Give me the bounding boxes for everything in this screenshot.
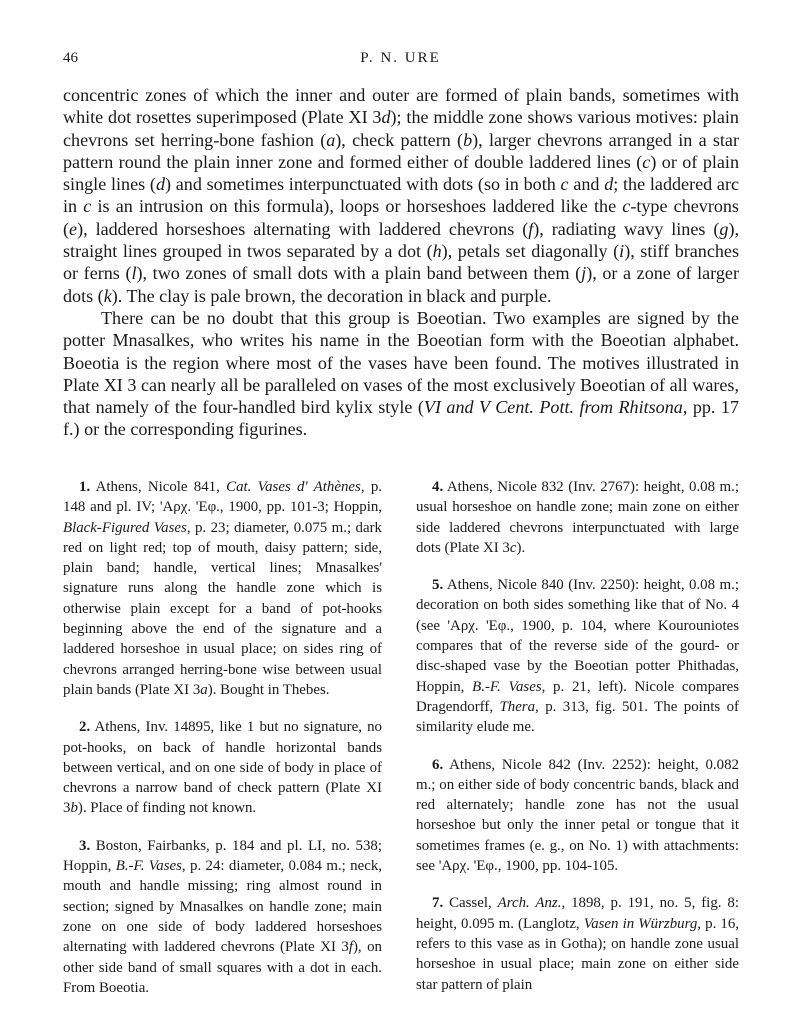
entry-number: 6. — [432, 756, 444, 773]
catalogue-entry — [63, 717, 382, 818]
italic-text: Vasen in Würzburg — [583, 915, 698, 932]
catalogue-entry — [416, 755, 739, 877]
italic-text: B.-F. Vases — [115, 858, 182, 875]
text-run: Athens, Nicole 841, — [90, 479, 227, 495]
entry-number: 3. — [79, 837, 91, 854]
text-run: ), check pattern ( — [335, 129, 464, 150]
text-run: ), stiff branches or ferns ( — [63, 241, 739, 284]
italic-text: Arch. Anz. — [497, 895, 562, 912]
italic-text: c — [642, 151, 651, 172]
italic-text: f — [528, 218, 534, 239]
running-head: P. N. URE — [360, 50, 441, 66]
italic-text: d — [381, 107, 391, 128]
italic-text: Cat. Vases d' Athènes — [226, 479, 361, 495]
catalogue-column-right — [416, 477, 739, 1012]
catalogue-entry — [63, 836, 382, 998]
text-run: and — [568, 174, 605, 195]
catalogue-entry — [63, 477, 382, 700]
text-run: ) or of plain single lines ( — [63, 151, 740, 195]
text-run: ), straight lines grouped in twos separated by a dot ( — [63, 218, 739, 262]
text-run: ), larger chevrons arranged in a star pattern round the plain inner zone and formed either of double laddered lines ( — [63, 129, 739, 172]
text-run: Athens, Nicole 842 (Inv. 2252): height, 0.082 m.; on either side of body concentric bands, black and red alternately; handle zone has not the usual horseshoe but only the inner petal or tongue that it sometimes frames (e. g., on No. 1) with attachments: see 'Αρχ. 'Εφ., 1900, pp. 104-105. — [416, 756, 739, 875]
text-run: ; the laddered arc in — [63, 174, 740, 217]
text-run: Cassel, — [443, 895, 498, 912]
text-run: , pp. 17 f.) or the corresponding figurines. — [63, 397, 739, 440]
catalogue-entry — [416, 893, 739, 994]
entry-number: 2. — [79, 719, 91, 736]
text-run: concentric zones of which the inner and outer are formed of plain bands, sometimes with white dot rosettes superimposed (Plate XI 3 — [63, 85, 739, 128]
italic-text: b — [463, 129, 473, 150]
italic-text: i — [619, 241, 625, 262]
italic-text: VI and V Cent. Pott. from Rhitsona — [423, 397, 683, 418]
body-paragraph — [63, 307, 739, 441]
italic-text: d — [604, 174, 614, 195]
text-run: Athens, Nicole 832 (Inv. 2767): height, 0.08 m.; usual horseshoe on handle zone; main zone on either side laddered chevrons interpunctuated with large dots (Plate XI 3 — [416, 479, 739, 556]
italic-text: g — [719, 218, 729, 239]
catalogue-entry — [416, 575, 739, 737]
page-number: 46 — [63, 50, 78, 66]
italic-text: b — [70, 800, 78, 817]
italic-text: e — [69, 218, 78, 239]
text-run: , 1898, p. 191, no. 5, fig. 8: height, 0.095 m. (Langlotz, — [416, 895, 739, 932]
italic-text: k — [103, 285, 112, 306]
text-run: , p. 313, fig. 501. The points of similarity elude me. — [416, 698, 739, 736]
text-run: , p. 24: diameter, 0.084 m.; neck, mouth and handle missing; ring almost round in section; signed by Mnasalkes on handle zone; main zone on one side of body laddered horseshoes alternating with laddered chevrons (Plate XI 3 — [63, 858, 382, 956]
text-run: ), petals set diagonally ( — [441, 241, 620, 262]
text-run: ). — [516, 539, 526, 556]
italic-text: Black-Figured Vases — [63, 519, 187, 536]
italic-text: f — [348, 939, 353, 956]
text-run: There can be no doubt that this group is Boeotian. Two examples are signed by the potter Mnasalkes, who writes his name in the Boeotian form with the Boeotian alphabet. Boeotia is the region where most of the vases have been found. The motives illustrated in Plate XI 3 can nearly all be paralleled on vases of the most exclusively Boeotian of all wares, that namely of the four-handled bird kylix style ( — [63, 307, 739, 418]
catalogue-column-left — [63, 477, 382, 1015]
text-run: -type chevrons ( — [63, 196, 739, 239]
body-text — [63, 84, 739, 441]
text-run: , p. 148 and pl. IV; 'Αρχ. 'Εφ., 1900, pp. 101-3; Hoppin, — [63, 479, 382, 516]
entry-number: 4. — [432, 479, 444, 495]
text-run: ) and sometimes interpunctuated with dots (so in both — [164, 174, 561, 195]
text-run: ). Place of finding not known. — [77, 800, 257, 817]
catalogue — [63, 477, 739, 1017]
text-run: , p. 23; diameter, 0.075 m.; dark red on light red; top of mouth, daisy pattern; side, plain band; handle, vertical lines; Mnasalkes' signature runs along the handle zone which is otherwise plain except for a band of pot-hooks beginning above the end of the signature and a laddered horseshoe in usual place; on sides ring of chevrons arranged herring-bone wise between usual plain bands (Plate XI 3 — [63, 519, 382, 698]
italic-text: l — [131, 263, 137, 284]
catalogue-entry — [416, 477, 739, 558]
italic-text: a — [326, 129, 336, 150]
text-run: Athens, Inv. 14895, like 1 but no signature, no pot-hooks, on back of handle horizontal bands between vertical, and on one side of body in place of chevrons a narrow band of check pattern (Plate XI 3 — [63, 719, 382, 817]
text-run: Boston, Fairbanks, p. 184 and pl. LI, no. 538; Hoppin, — [63, 837, 382, 875]
text-run: ), on other side band of small squares with a dot in each. From Boeotia. — [63, 939, 383, 996]
text-run: ). The clay is pale brown, the decoration in black and purple. — [111, 285, 552, 306]
text-run: ), two zones of small dots with a plain band between them ( — [136, 263, 582, 284]
text-run: ), laddered horseshoes alternating with laddered chevrons ( — [77, 218, 529, 239]
italic-text: c — [83, 196, 92, 217]
italic-text: j — [581, 263, 587, 284]
italic-text: B.-F. Vases — [472, 678, 542, 695]
italic-text: d — [155, 174, 165, 195]
entry-number: 1. — [79, 479, 91, 495]
entry-number: 7. — [432, 895, 444, 912]
text-run: is an intrusion on this formula), loops or horseshoes laddered like the — [91, 196, 623, 217]
entry-number: 5. — [432, 577, 444, 594]
text-run: , p. 21, left). Nicole compares Dragendorff, — [416, 678, 739, 715]
italic-text: a — [200, 681, 208, 698]
page-header — [63, 50, 738, 72]
italic-text: c — [509, 539, 517, 556]
body-paragraph — [63, 84, 739, 307]
text-run: ), radiating wavy lines ( — [533, 218, 720, 239]
text-run: , p. 16, refers to this vase as in Gotha); on handle zone usual horseshoe in usual place; main zone on either side star pattern of plain — [416, 915, 739, 993]
text-run: ), or a zone of larger dots ( — [63, 263, 739, 306]
text-run: Athens, Nicole 840 (Inv. 2250): height, 0.08 m.; decoration on both sides something like that of No. 4 (see 'Αρχ. 'Εφ., 1900, p. 104, where Kourouniotes compares that of the reverse side of the gourd- or disc-shaped vase by the Boeotian potter Phithadas, Hoppin, — [416, 577, 739, 695]
italic-text: c — [622, 196, 631, 217]
italic-text: c — [560, 174, 569, 195]
text-run: ). Bought in Thebes. — [207, 681, 330, 698]
text-run: ); the middle zone shows various motives: plain chevrons set herring-bone fashion ( — [63, 107, 739, 150]
italic-text: Thera — [499, 698, 536, 715]
italic-text: h — [432, 241, 442, 262]
